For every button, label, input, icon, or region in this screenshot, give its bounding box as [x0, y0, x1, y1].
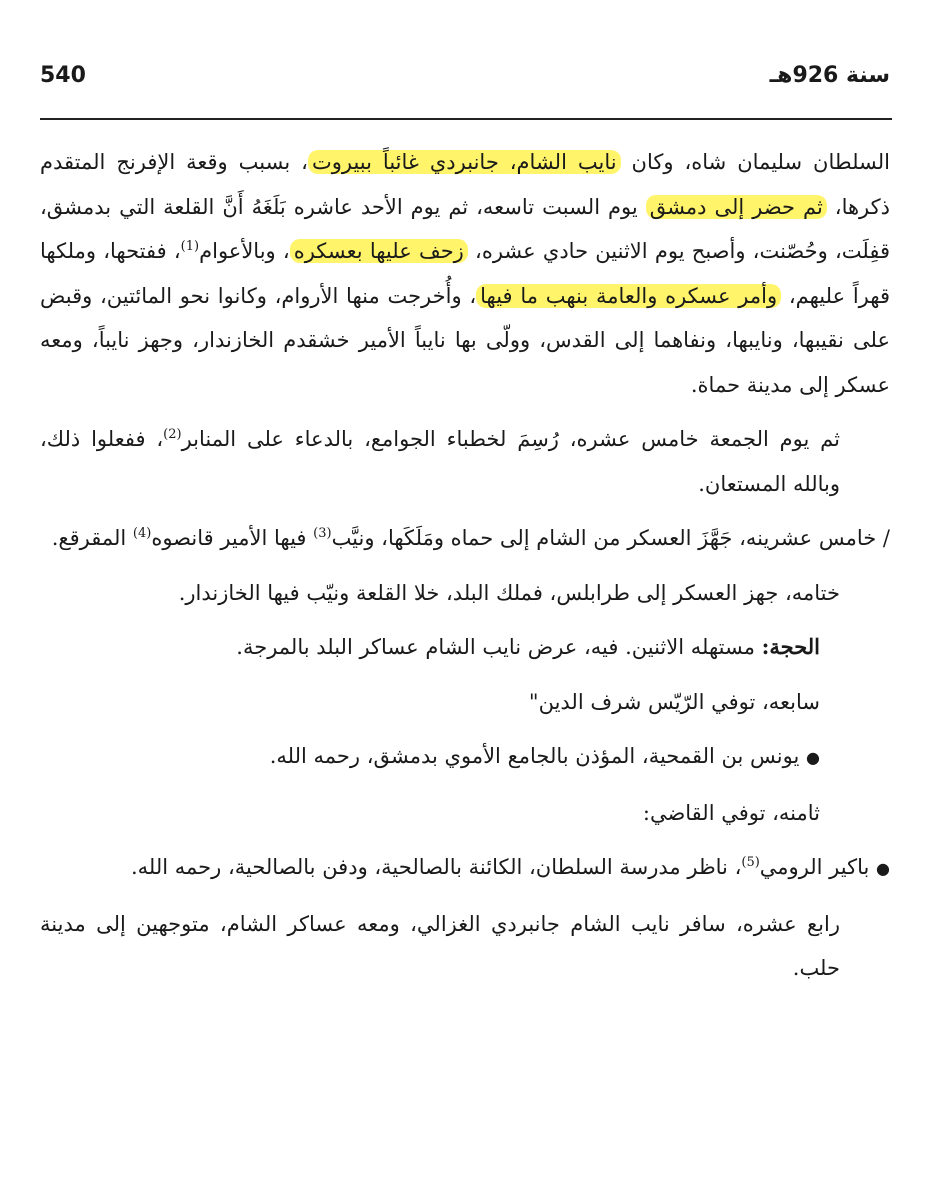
highlighted-text: نايب الشام، جانبردي غائباً ببيروت [308, 150, 621, 174]
header-divider [40, 118, 892, 120]
bullet-icon: ● [806, 748, 820, 767]
paragraph-1 [40, 140, 890, 407]
month-label: الحجة: [761, 634, 820, 659]
paragraph-10: رابع عشره، سافر نايب الشام جانبردي الغزالي، ومعه عساكر الشام، متوجهين إلى مدينة حلب. [40, 911, 840, 980]
text-run: ، ناظر مدرسة السلطان، الكائنة بالصالحية، ودفن بالصالحية، رحمه الله. [130, 855, 742, 879]
paragraph-5 [40, 625, 890, 670]
text-run: / خامس عشرينه، جَهَّزَ العسكر من الشام إلى حماه ومَلَكَها، ونيَّب [331, 526, 890, 550]
text-run: المقرقع. [51, 526, 133, 550]
bullet-icon: ● [876, 859, 890, 878]
paragraph-3 [40, 516, 890, 561]
footnote-ref-3: (3) [313, 526, 332, 541]
paragraph-9 [40, 845, 890, 892]
page-body [40, 140, 890, 991]
text-run: ثم يوم الجمعة خامس عشره، رُسِمَ لخطباء الجوامع، بالدعاء على المنابر [181, 427, 840, 451]
footnote-ref-5: (5) [741, 855, 760, 870]
text-run: ، بسبب وقعة الإفرنج المتقدم ذكرها، [40, 150, 890, 219]
text-run: يونس بن القمحية، المؤذن بالجامع الأموي بدمشق، رحمه الله. [269, 744, 807, 768]
text-run: باكير الرومي [759, 855, 877, 879]
paragraph-2 [40, 417, 890, 506]
text-run: السلطان سليمان شاه، وكان [620, 150, 891, 174]
text-run: ، ففعلوا ذلك، وبالله المستعان. [40, 427, 840, 496]
highlighted-text: زحف عليها بعسكره [290, 239, 468, 263]
paragraph-7 [40, 734, 890, 781]
text-run: ، وأُخرجت منها الأروام، وكانوا نحو المائتين، وقبض على نقيبها، ونايبها، ونفاهما إلى القدس، وولّى بها نايباً الأمير خشقدم الخازندار، وجهز نايباً، ومعه عسكر إلى مدينة حماة. [40, 283, 890, 397]
highlighted-text: وأمر عسكره والعامة بنهب ما فيها [476, 284, 781, 308]
text-run: فيها الأمير قانصوه [151, 526, 314, 550]
highlighted-text: ثم حضر إلى دمشق [646, 195, 827, 219]
page-number: 540 [40, 62, 86, 88]
text-run: مستهله الاثنين. فيه، عرض نايب الشام عساكر البلد بالمرجة. [236, 635, 762, 659]
footnote-ref-4: (4) [132, 526, 152, 541]
paragraph-6: سابعه، توفي الرّيّس شرف الدين" [528, 689, 820, 714]
text-run: ، وبالأعوام [199, 239, 290, 263]
footnote-ref-2: (2) [163, 427, 182, 442]
paragraph-8: ثامنه، توفي القاضي: [642, 800, 820, 825]
year-label: سنة 926هـ [769, 62, 890, 88]
text-run: يوم السبت تاسعه، ثم يوم الأحد عاشره بَلَغَهُ أَنَّ القلعة التي بدمشق، قفِلَت، وحُصّنت، وأصبح يوم الاثنين حادي عشره، [40, 194, 890, 263]
footnote-ref-1: (1) [180, 239, 200, 254]
paragraph-4: ختامه، جهز العسكر إلى طرابلس، فملك البلد، خلا القلعة ونيّب فيها الخازندار. [178, 580, 840, 605]
page-header [40, 58, 890, 92]
text-run: ، ففتحها، وملكها قهراً عليهم، [40, 239, 890, 308]
